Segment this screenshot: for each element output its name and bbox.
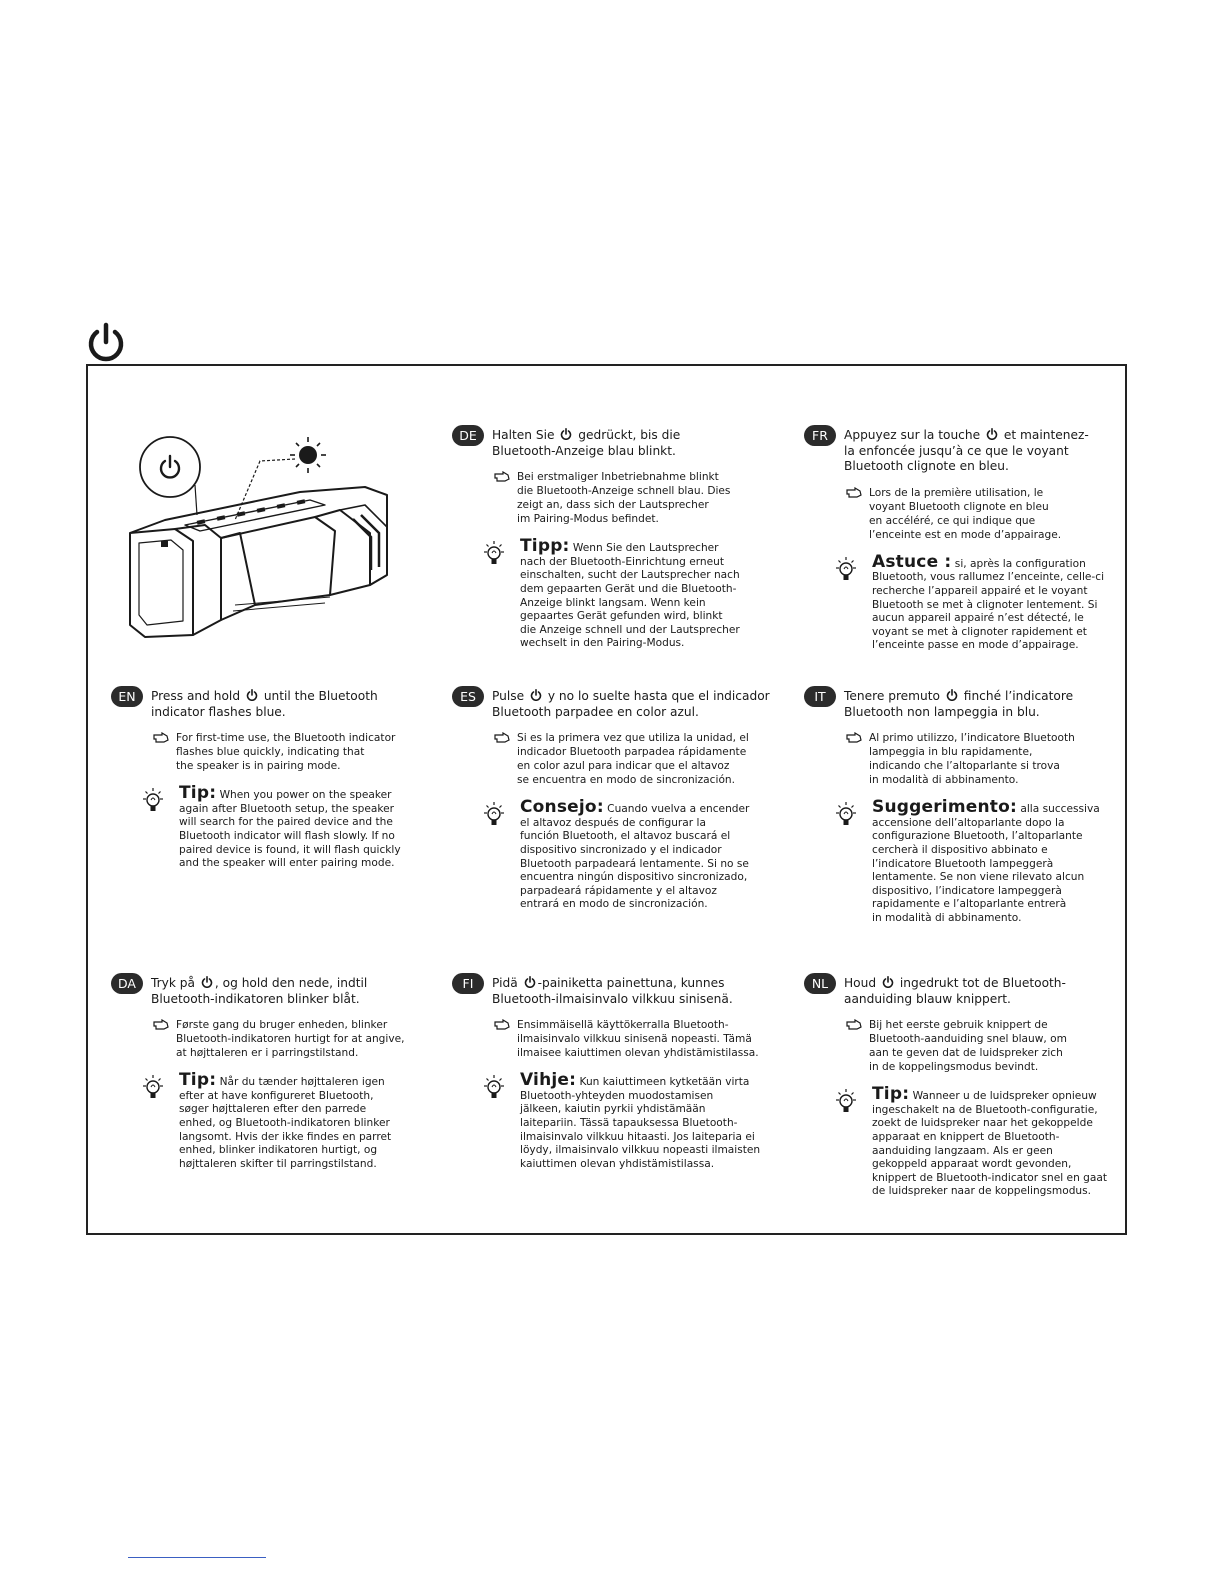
note-text: Ensimmäisellä käyttökerralla Bluetooth- ilmaisinvalo vilkkuu sinisenä nopeasti. Tämä ilmaisee kaiuttimen olevan yhdistämistilassa. (492, 1018, 782, 1060)
lightbulb-icon (834, 556, 858, 584)
power-icon (524, 976, 536, 988)
power-icon (882, 976, 894, 988)
section-fr (804, 425, 1124, 653)
section-es (452, 686, 782, 912)
tip-block: Vihje: Kun kaiuttimeen kytketään virta Bluetooth-yhteyden muodostamisen jälkeen, kaiutin pyrkii yhdistämään laitepariin. Tässä tapauksessa Bluetooth- ilmaisinvalo vilkkuu hitaasti. Jos laiteparia ei löydy, ilmaisinvalo vilkkuu nopeasti ilmaisten kaiuttimen olevan yhdistämistilassa. (482, 1074, 782, 1171)
note-text: For first-time use, the Bluetooth indicator flashes blue quickly, indicating that the speaker is in pairing mode. (151, 731, 441, 773)
language-badge: DE (452, 425, 484, 446)
speaker-illustration (125, 425, 410, 650)
pointing-hand-icon (846, 1019, 862, 1030)
section-en (111, 686, 441, 871)
tip-block: Tip: Når du tænder højttaleren igen efter at have konfigureret Bluetooth, søger højttaleren efter den parrede enhed, og Bluetooth-indikatoren blinker langsomt. Hvis der ikke findes en parret enhed, blinker indikatoren hurtigt, og højttaleren skifter til parringstilstand. (141, 1074, 441, 1171)
lightbulb-icon (834, 801, 858, 829)
pointing-hand-icon (494, 1019, 510, 1030)
footer-rule (128, 1557, 266, 1558)
power-icon (530, 689, 542, 701)
section-it (804, 686, 1124, 926)
pointing-hand-icon (153, 1019, 169, 1030)
tip-block: Suggerimento: alla successiva accensione dell’altoparlante dopo la configurazione Bluetooth, l’altoparlante cercherà il dispositivo abbinato e l’indicatore Bluetooth lampeggerà lentamente. Se non viene rilevato alcun dispositivo, l’indicatore lampeggerà rapidamente e l’altoparlante entrerà in modalità di abbinamento. (834, 801, 1124, 925)
tip-block: Tip: Wanneer u de luidspreker opnieuw ingeschakelt na de Bluetooth-configuratie, zoekt de luidspreker naar het gekoppelde apparaat en knippert de Bluetooth- aanduiding langzaam. Als er geen gekoppeld apparaat wordt gevonden, knippert de Bluetooth-indicator snel en gaat de luidspreker naar de koppelingsmodus. (834, 1088, 1124, 1199)
language-badge: FR (804, 425, 836, 446)
lightbulb-icon (141, 787, 165, 815)
language-badge: FI (452, 973, 484, 994)
pointing-hand-icon (846, 732, 862, 743)
tip-block: Tip: When you power on the speaker again after Bluetooth setup, the speaker will search for the paired device and the Bluetooth indicator will flash slowly. If no paired device is found, it will flash quickly and the speaker will enter pairing mode. (141, 787, 441, 871)
lightbulb-icon (141, 1074, 165, 1102)
tip-block: Astuce : si, après la configuration Bluetooth, vous rallumez l’enceinte, celle-ci recherche l’appareil appairé et le voyant Bluetooth se met à clignoter lentement. Si aucun appareil appairé n’est détecté, le voyant se met à clignoter rapidement et l’enceinte passe en mode d’appairage. (834, 556, 1124, 653)
lightbulb-icon (482, 1074, 506, 1102)
tip-block: Consejo: Cuando vuelva a encender el altavoz después de configurar la función Bluetooth, el altavoz buscará el dispositivo sincronizado y el indicador Bluetooth parpadeará lentamente. Si no se encuentra ningún dispositivo sincronizado, parpadeará rápidamente y el altavoz entrará en modo de sincronización. (482, 801, 782, 912)
note-text: Si es la primera vez que utiliza la unidad, el indicador Bluetooth parpadea rápidamente en color azul para indicar que el altavoz se encuentra en modo de sincronización. (492, 731, 782, 787)
note-text: Lors de la première utilisation, le voyant Bluetooth clignote en bleu en accéléré, ce qui indique que l’enceinte est en mode d’appairage. (844, 486, 1124, 542)
language-badge: EN (111, 686, 143, 707)
pointing-hand-icon (494, 471, 510, 482)
note-text: Al primo utilizzo, l’indicatore Bluetooth lampeggia in blu rapidamente, indicando che l’altoparlante si trova in modalità di abbinamento. (844, 731, 1124, 787)
lightbulb-icon (834, 1088, 858, 1116)
note-text: Første gang du bruger enheden, blinker Bluetooth-indikatoren hurtigt for at angive, at højttaleren er i parringstilstand. (151, 1018, 441, 1060)
power-icon (86, 322, 126, 364)
language-badge: IT (804, 686, 836, 707)
instruction-text: Tenere premuto finché l’indicatore Bluetooth non lampeggia in blu. (844, 689, 1074, 719)
power-icon (986, 428, 998, 440)
power-icon (246, 689, 258, 701)
power-icon (201, 976, 213, 988)
power-icon (946, 689, 958, 701)
language-badge: DA (111, 973, 143, 994)
lightbulb-icon (482, 801, 506, 829)
section-de (452, 425, 782, 651)
pointing-hand-icon (494, 732, 510, 743)
instruction-text: Pidä -painiketta painettuna, kunnes Bluetooth-ilmaisinvalo vilkkuu sinisenä. (492, 976, 733, 1006)
note-text: Bij het eerste gebruik knippert de Bluetooth-aanduiding snel blauw, om aan te geven dat de luidspreker zich in de koppelingsmodus bevindt. (844, 1018, 1124, 1074)
lightbulb-icon (482, 540, 506, 568)
instruction-text: Houd ingedrukt tot de Bluetooth- aanduiding blauw knippert. (844, 976, 1066, 1006)
tip-block: Tipp: Wenn Sie den Lautsprecher nach der Bluetooth-Einrichtung erneut einschalten, sucht der Lautsprecher nach dem gepaarten Gerät und die Bluetooth- Anzeige blinkt langsam. Wenn kein gepaartes Gerät gefunden wird, blinkt die Anzeige schnell und der Lautsprecher wechselt in den Pairing-Modus. (482, 540, 782, 651)
instruction-text: Pulse y no lo suelte hasta que el indicador Bluetooth parpadee en color azul. (492, 689, 770, 719)
language-badge: NL (804, 973, 836, 994)
instruction-text: Halten Sie gedrückt, bis die Bluetooth-Anzeige blau blinkt. (492, 428, 681, 458)
instruction-text: Appuyez sur la touche et maintenez- la enfoncée jusqu’à ce que le voyant Bluetooth clignote en bleu. (844, 428, 1089, 474)
section-fi (452, 973, 782, 1171)
instruction-text: Press and hold until the Bluetooth indicator flashes blue. (151, 689, 378, 719)
language-badge: ES (452, 686, 484, 707)
section-nl (804, 973, 1124, 1199)
pointing-hand-icon (846, 487, 862, 498)
pointing-hand-icon (153, 732, 169, 743)
section-da (111, 973, 441, 1171)
note-text: Bei erstmaliger Inbetriebnahme blinkt die Bluetooth-Anzeige schnell blau. Dies zeigt an, dass sich der Lautsprecher im Pairing-Modus befindet. (492, 470, 782, 526)
power-icon (560, 428, 572, 440)
instruction-text: Tryk på , og hold den nede, indtil Bluetooth-indikatoren blinker blåt. (151, 976, 368, 1006)
